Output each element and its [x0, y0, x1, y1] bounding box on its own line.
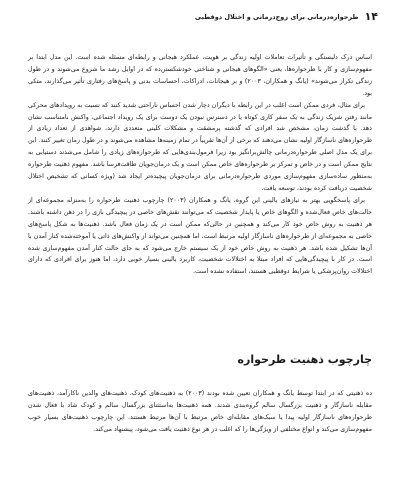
page-number: ۱۴ [364, 10, 378, 23]
paragraph: ده ذهنیتی که در ابتدا توسط یانگ و همکاران تعیین شده بودند (۲۰۰۳) به ذهنیت‌های کودک، ذهنیت‌های والدین ناکارآمد، ذهنیت‌های مقابله ناسازگار و ذهنیت بزرگسال سالم گروه‌بندی شدند. همه ذهنیت‌ها به‌استثنای بزرگسال سالم و کودک شاد با فعال شدن طرحواره‌های ناسازگار اولیه پیدا یا سبک‌های مقابله‌ای خاص مرتبط با آن‌ها مرتبط هستند. این چارچوب ذهنیت‌های بسیار خوب مفهوم‌سازی می‌کند و انواع مختلفی از ویژگی‌ها را که اغلب در هر نوع ذهنیت یافت می‌شود، پیشنهاد می‌کند. [28, 390, 372, 433]
running-title: طرحواره‌درمانی برای زوج‌درمانی و اختلال دوقطبی [194, 13, 359, 21]
section-heading: چارچوب ذهنیت طرحواره [237, 353, 372, 366]
section-body [28, 388, 372, 436]
paragraph: اساس درک دلبستگی و تأثیرات تعاملات اولیه زندگی بر هویت، عملکرد هیجانی و رابطه‌ای مسئله شده است. این مدل ابتدا بر مفهوم‌سازی و کار با طرحواره‌ها، یعنی «الگوهای هیجانی و شناختی خودشکستن‌ده که در اوایل رشد ما شروع می‌شوند و در طول زندگی تکرار می‌شوند» (یانگ و همکاران، ۲۰۰۳) و بر هیجانات، ادراکات، احساسات بدنی و پاسخ‌های رفتاری تأثیر می‌گذارند، متکی بود. [28, 54, 372, 97]
paragraph: برای مثال، فردی ممکن است اغلب در این رابطه با دیگران دچار شدن احساس ناراحتی شدید کنند که نسبت به رویدادهای محرکی مانند رفتن شریک زندگی به یک سفر کاری کوتاه یا در دسترس نبودن یک دوست برای یک رویداد اجتماعی، واکنش نامتناسب نشان دهد. با گذشت زمان، مشخص شد افرادی که گذشته پرمشقت و مشکلات کلینی متعددی دارند، شواهدی از تعداد زیادی از طرحواره‌های ناسازگار اولیه نشان می‌دهند که برخی از آن‌ها تقریباً در تمام زمینه‌ها مشاهده می‌شوند و در طول زمان تغییر کنند. این برای یک مدل اصلی طرحواره‌درمانی چالش‌برانگیز بود زیرا فرمول‌بندی‌هایی که طرحواره‌های زیادی را شامل می‌شدند دستیابی به نتایج ممکن است و در خاص و تمرکز بر طرحواره‌های خاص ممکن است و یک درمان‌جویان طاقت‌فرسا باشد. مفهوم ذهنیت طرحواره به‌منظور ساده‌سازی مفهوم‌سازی موردی طرحواره‌درمانی برای درمان‌جویان پیچیده‌تر ایجاد شد (ویژه کسانی که تشخیص اختلال شخصیت دریافت کرده بودند، توسعه یافت. [28, 101, 372, 192]
body-text [28, 52, 372, 278]
paragraph: برای پاسخگویی بهتر به نیازهای بالینی این گروه، یانگ و همکاران (۲۰۰۳) چارچوب ذهنیت طرحواره را به‌منزله مجموعه‌ای از حالت‌های خاص فعال‌شده و الگوهای خاص یا پایدار شخصیت که می‌توانند نقش‌های خاصی در پیچیدگی بازی را در ذهن داشته باشند. هر ذهنیت به روش خاص خود کار می‌کند و همچنین در حالی‌که ممکن است در یک زمان فعال باشد. ذهنیت‌ها به شکل پاسخ‌های خاصی به مجموعه‌ای از طرحواره‌های ناسازگار اولیه مرتبط است، اما همچنین می‌تواند از واکنش‌های ذاتی یا آموخته‌شده کنار آمدن با آن‌ها تشکیل شده باشد. هر ذهنیت به روش خاص خود از یک سیستم خارج می‌شود که به جای حالت کنار آمدن مفهوم‌سازی شده است. در کار با پیچیدگی‌هایی که افراد مبتلا به اختلالات شخصیت، کاربرد بالینی بسیار خوبی دارد، اما هنوز برای افرادی که دارای اختلالات روان‌پزشکی یا شرایط دوقطبی هستند، استفاده نشده است. [28, 196, 372, 276]
page-header [22, 10, 378, 24]
